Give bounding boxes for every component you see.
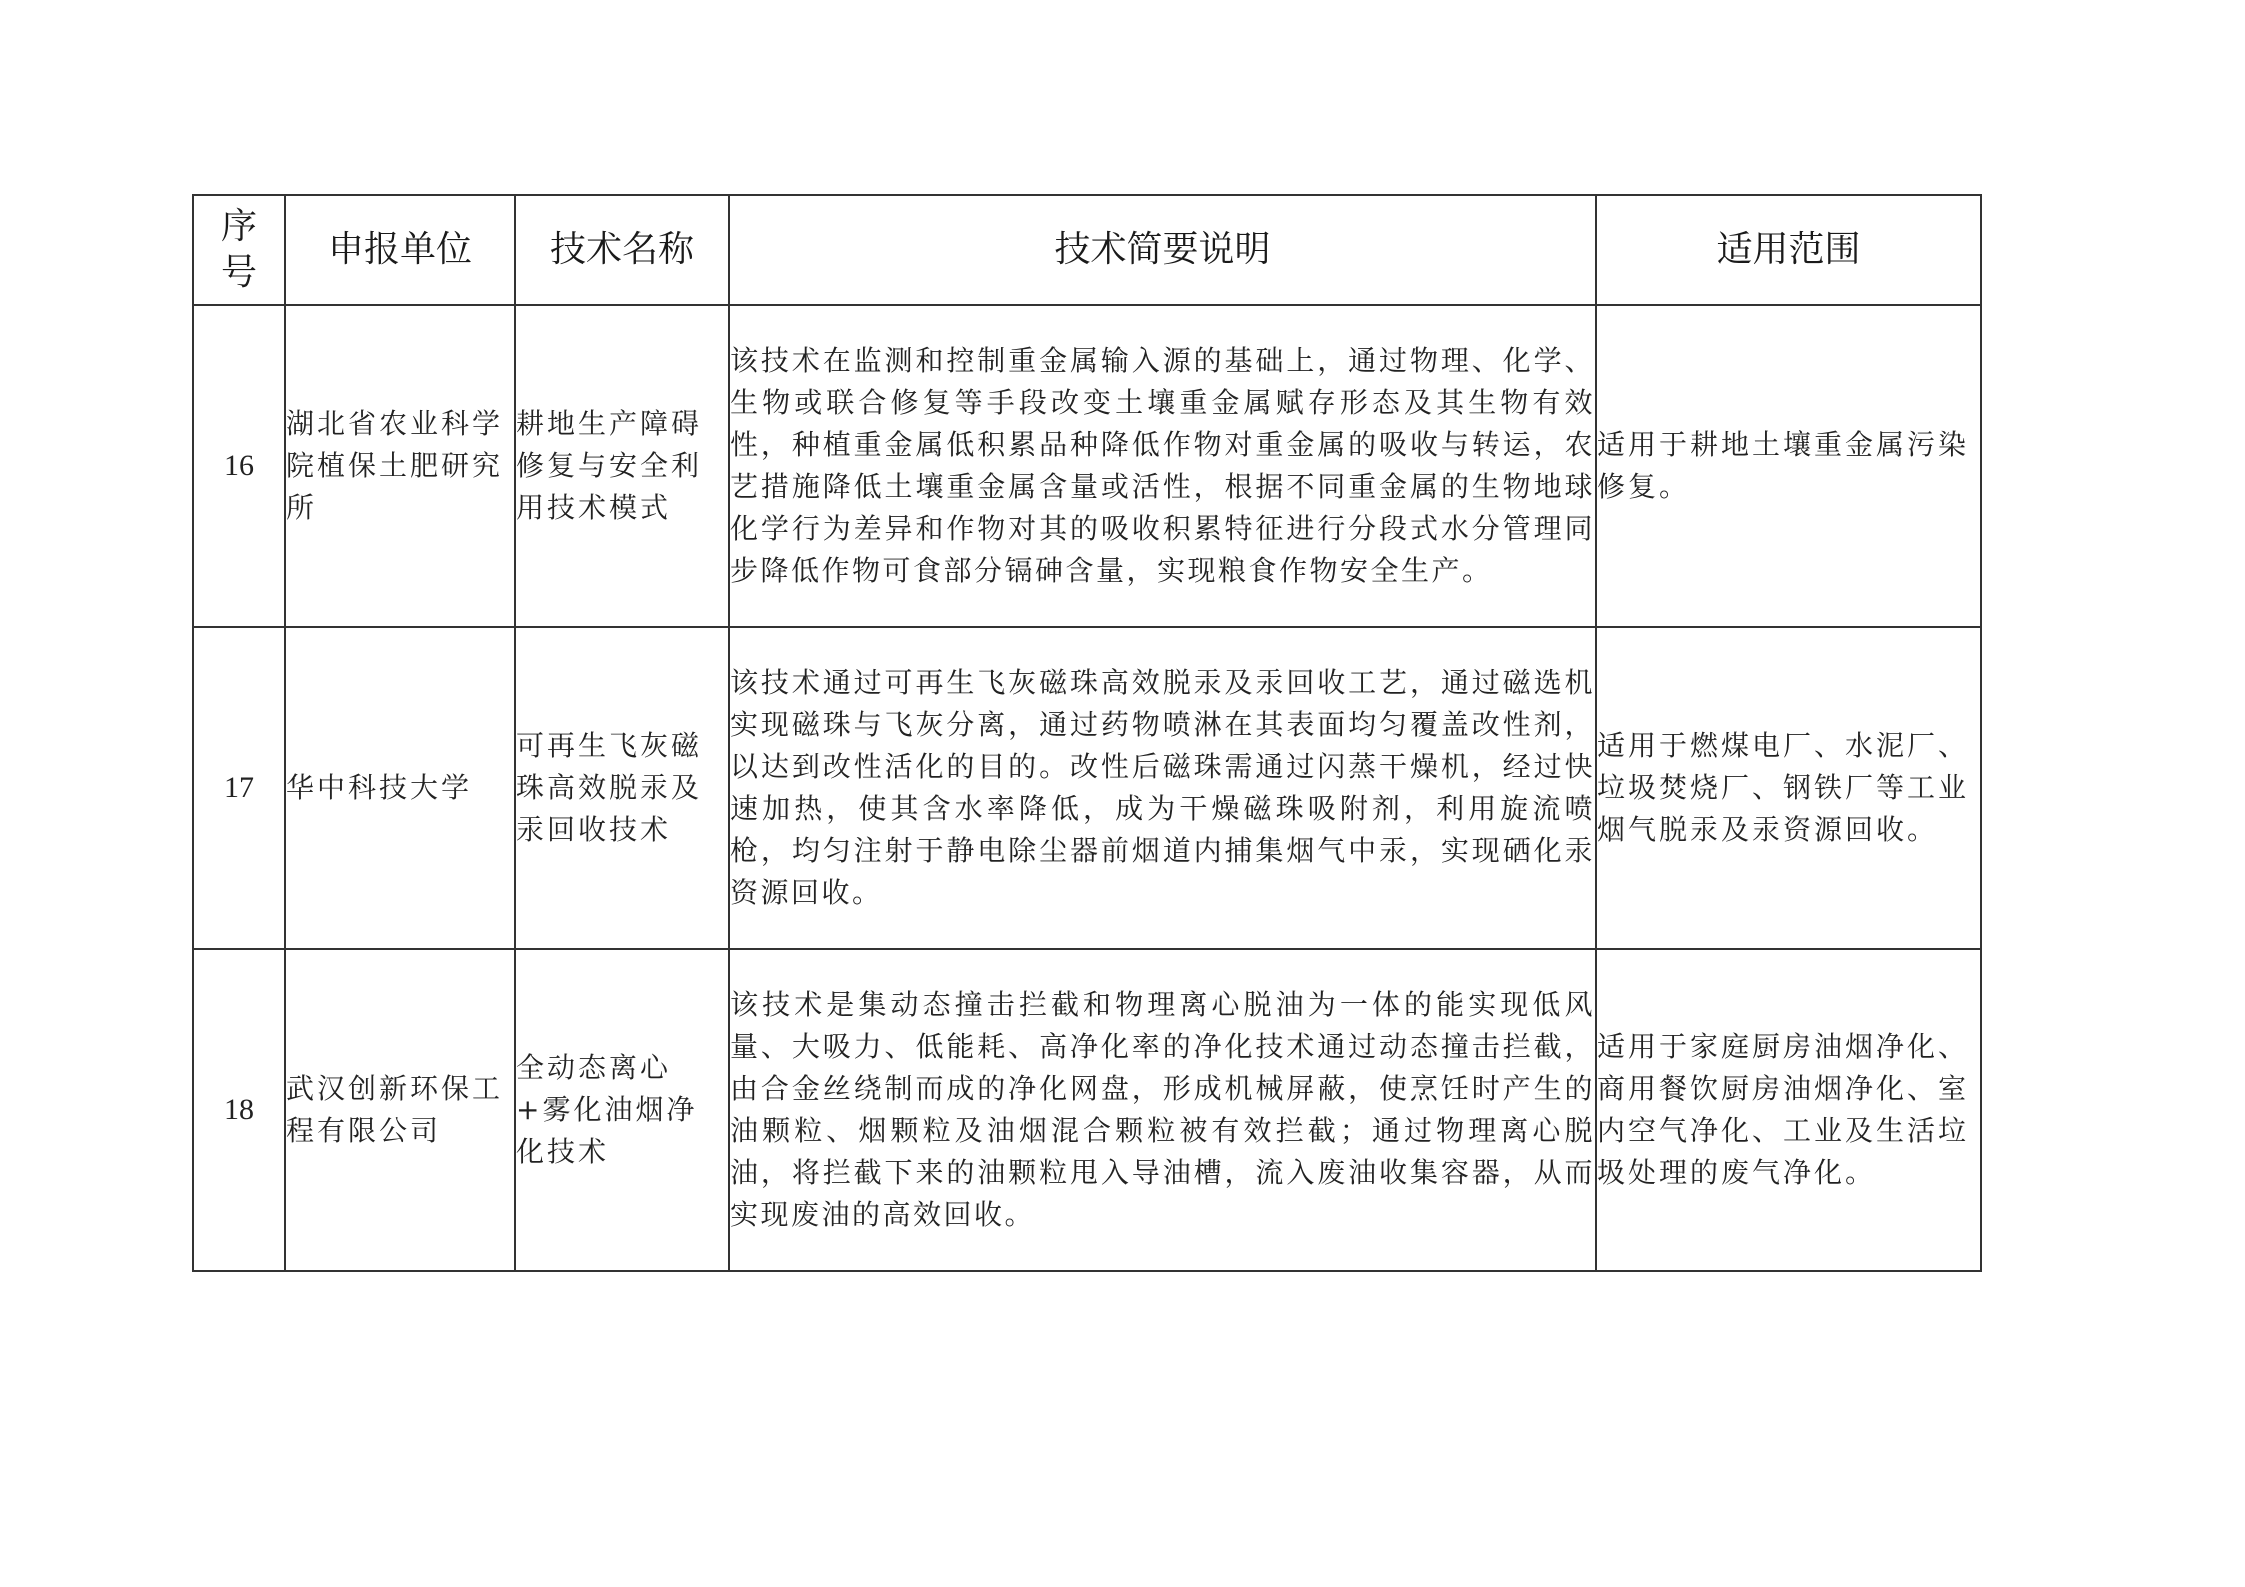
row-index: 17 — [193, 627, 285, 949]
row-index: 18 — [193, 949, 285, 1271]
technology-table — [192, 194, 1982, 1272]
table-header-row — [193, 195, 1981, 305]
header-index-text: 序号 — [220, 206, 257, 293]
row-unit: 湖北省农业科学院植保土肥研究所 — [285, 305, 515, 627]
row-index: 16 — [193, 305, 285, 627]
table-row — [193, 627, 1981, 949]
row-tech-name: 耕地生产障碍修复与安全利用技术模式 — [515, 305, 729, 627]
row-scope: 适用于燃煤电厂、水泥厂、垃圾焚烧厂、钢铁厂等工业烟气脱汞及汞资源回收。 — [1596, 627, 1981, 949]
row-tech-name: 可再生飞灰磁珠高效脱汞及汞回收技术 — [515, 627, 729, 949]
row-description: 该技术是集动态撞击拦截和物理离心脱油为一体的能实现低风量、大吸力、低能耗、高净化率的净化技术通过动态撞击拦截，由合金丝绕制而成的净化网盘，形成机械屏蔽，使烹饪时产生的油颗粒、烟颗粒及油烟混合颗粒被有效拦截；通过物理离心脱油，将拦截下来的油颗粒甩入导油槽，流入废油收集容器，从而实现废油的高效回收。 — [729, 949, 1596, 1271]
row-description: 该技术在监测和控制重金属输入源的基础上，通过物理、化学、生物或联合修复等手段改变土壤重金属赋存形态及其生物有效性，种植重金属低积累品种降低作物对重金属的吸收与转运，农艺措施降低土壤重金属含量或活性，根据不同重金属的生物地球化学行为差异和作物对其的吸收积累特征进行分段式水分管理同步降低作物可食部分镉砷含量，实现粮食作物安全生产。 — [729, 305, 1596, 627]
row-scope: 适用于耕地土壤重金属污染修复。 — [1596, 305, 1981, 627]
table-row — [193, 305, 1981, 627]
header-index — [193, 195, 285, 305]
row-tech-name: 全动态离心+雾化油烟净化技术 — [515, 949, 729, 1271]
table-row — [193, 949, 1981, 1271]
header-unit: 申报单位 — [285, 195, 515, 305]
row-unit: 武汉创新环保工程有限公司 — [285, 949, 515, 1271]
row-description: 该技术通过可再生飞灰磁珠高效脱汞及汞回收工艺，通过磁选机实现磁珠与飞灰分离，通过药物喷淋在其表面均匀覆盖改性剂，以达到改性活化的目的。改性后磁珠需通过闪蒸干燥机，经过快速加热，使其含水率降低，成为干燥磁珠吸附剂，利用旋流喷枪，均匀注射于静电除尘器前烟道内捕集烟气中汞，实现硒化汞资源回收。 — [729, 627, 1596, 949]
header-tech-name: 技术名称 — [515, 195, 729, 305]
header-scope: 适用范围 — [1596, 195, 1981, 305]
row-unit: 华中科技大学 — [285, 627, 515, 949]
row-scope: 适用于家庭厨房油烟净化、商用餐饮厨房油烟净化、室内空气净化、工业及生活垃圾处理的废气净化。 — [1596, 949, 1981, 1271]
header-description: 技术简要说明 — [729, 195, 1596, 305]
